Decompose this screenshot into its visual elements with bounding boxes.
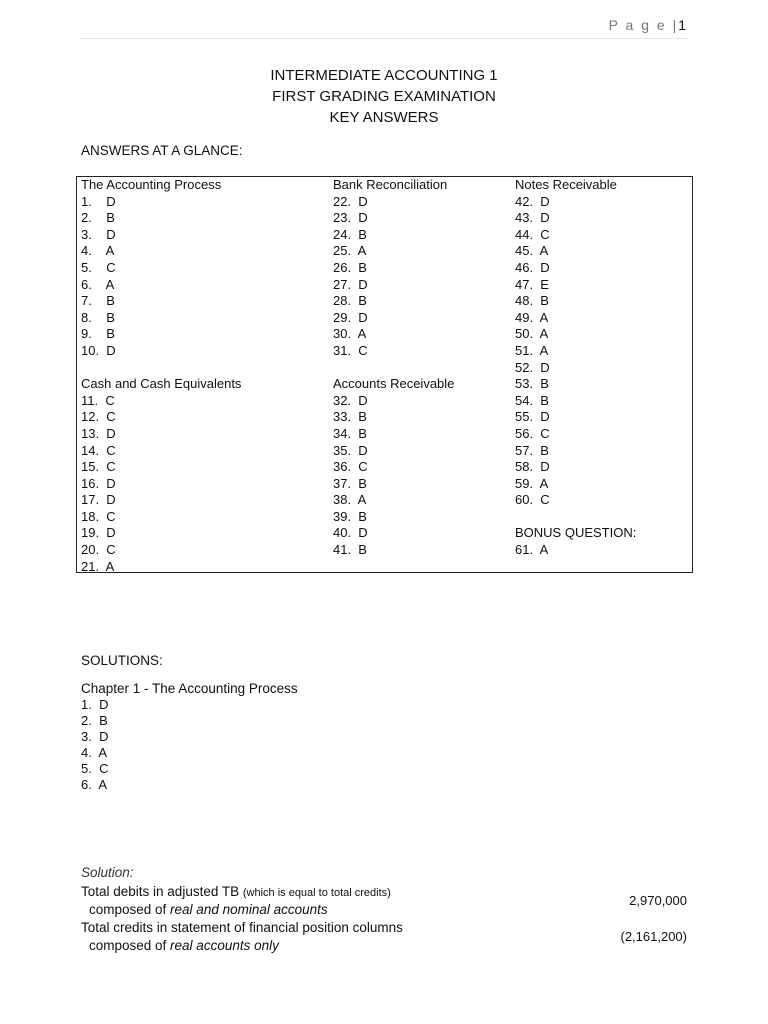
solution-line-4 bbox=[89, 938, 279, 953]
answer-list-notes-receivable bbox=[515, 194, 636, 509]
answer-item: 35. D bbox=[333, 442, 368, 458]
answer-item: 7. B bbox=[81, 293, 115, 309]
answer-item: 21. A bbox=[81, 558, 115, 574]
answer-item: 14. C bbox=[81, 442, 116, 458]
answer-item: 42. D bbox=[515, 193, 550, 209]
answer-item: 12. C bbox=[81, 409, 116, 425]
answer-key-box bbox=[76, 176, 693, 573]
answer-item: 41. B bbox=[333, 542, 367, 558]
answer-item: 25. A bbox=[333, 243, 367, 259]
section-heading-notes-receivable: Notes Receivable bbox=[515, 177, 617, 192]
solution-line-2-prefix: composed of bbox=[89, 902, 171, 917]
answer-item: 57. B bbox=[515, 442, 549, 458]
answer-item: 15. C bbox=[81, 459, 116, 475]
answer-item: 54. B bbox=[515, 392, 549, 408]
solution-line-1 bbox=[81, 884, 391, 899]
solution-line-1-text: Total debits in adjusted TB bbox=[81, 884, 243, 899]
solution-line-2-emphasis: real and nominal accounts bbox=[170, 902, 328, 917]
answer-item: 17. D bbox=[81, 492, 116, 508]
page-label: P a g e | bbox=[608, 17, 679, 33]
answer-item: 4. A bbox=[81, 243, 115, 259]
chapter-1-answer-list bbox=[81, 697, 298, 793]
answer-item: 5. C bbox=[81, 259, 116, 275]
answer-item: 60. C bbox=[515, 492, 550, 508]
answer-list-accounts-receivable bbox=[333, 393, 454, 559]
answer-item: 59. A bbox=[515, 475, 549, 491]
answer-item: 38. A bbox=[333, 492, 367, 508]
chapter-answer-item: 4. A bbox=[81, 745, 108, 760]
chapter-answer-item: 2. B bbox=[81, 713, 108, 728]
chapter-answer-item: 3. D bbox=[81, 729, 109, 744]
answer-item: 1. D bbox=[81, 193, 116, 209]
answer-item: 51. A bbox=[515, 342, 549, 358]
answer-item: 49. A bbox=[515, 309, 549, 325]
answer-item: 19. D bbox=[81, 525, 116, 541]
answer-item: 23. D bbox=[333, 210, 368, 226]
answer-column-3 bbox=[515, 177, 636, 559]
answer-item: 3. D bbox=[81, 226, 116, 242]
answer-item: 48. B bbox=[515, 293, 549, 309]
answer-item: 8. B bbox=[81, 309, 115, 325]
answer-list-bank-recon bbox=[333, 194, 454, 360]
chapter-answer-item: 6. A bbox=[81, 777, 108, 792]
section-heading-accounts-receivable: Accounts Receivable bbox=[333, 376, 455, 392]
answer-item: 31. C bbox=[333, 342, 368, 358]
answer-item: 30. A bbox=[333, 326, 367, 342]
solution-line-4-prefix: composed of bbox=[89, 938, 171, 953]
solution-line-3: Total credits in statement of financial position columns bbox=[81, 920, 403, 935]
answer-item: 55. D bbox=[515, 409, 550, 425]
answer-list-cash bbox=[81, 393, 241, 576]
page-number: 1 bbox=[678, 17, 686, 33]
answer-item: 39. B bbox=[333, 508, 367, 524]
answer-item: 24. B bbox=[333, 226, 367, 242]
answer-item: 50. A bbox=[515, 326, 549, 342]
answer-item: 22. D bbox=[333, 193, 368, 209]
answer-item: 26. B bbox=[333, 259, 367, 275]
answer-item: 45. A bbox=[515, 243, 549, 259]
section-heading-cash: Cash and Cash Equivalents bbox=[81, 376, 242, 392]
title-line-2: FIRST GRADING EXAMINATION bbox=[272, 88, 496, 105]
answer-item: 47. E bbox=[515, 276, 549, 292]
answer-item: 9. B bbox=[81, 326, 115, 342]
answer-item: 11. C bbox=[81, 392, 115, 408]
chapter-1-answers bbox=[81, 681, 298, 793]
title-line-3: KEY ANSWERS bbox=[329, 109, 439, 126]
answer-item: 58. D bbox=[515, 459, 550, 475]
answer-item: 10. D bbox=[81, 342, 116, 358]
answer-item: 44. C bbox=[515, 226, 550, 242]
answer-item: 29. D bbox=[333, 309, 368, 325]
chapter-answer-item: 5. C bbox=[81, 761, 109, 776]
answer-list-accounting-process bbox=[81, 194, 241, 360]
answer-item: 28. B bbox=[333, 293, 367, 309]
answer-item: 34. B bbox=[333, 425, 367, 441]
section-heading-bonus: BONUS QUESTION: bbox=[515, 525, 637, 541]
answer-item: 36. C bbox=[333, 459, 368, 475]
answer-column-2 bbox=[333, 177, 454, 559]
answer-item: 6. A bbox=[81, 276, 115, 292]
header-divider bbox=[80, 38, 688, 39]
page-number-label bbox=[609, 17, 686, 33]
answer-item: 37. B bbox=[333, 475, 367, 491]
solution-line-4-emphasis: real accounts only bbox=[170, 938, 279, 953]
answer-item: 43. D bbox=[515, 210, 550, 226]
bonus-answer: 61. A bbox=[515, 542, 549, 558]
answer-item: 27. D bbox=[333, 276, 368, 292]
glance-heading: ANSWERS AT A GLANCE: bbox=[81, 143, 243, 158]
section-heading-bank-recon: Bank Reconciliation bbox=[333, 177, 448, 192]
answer-item: 18. C bbox=[81, 508, 116, 524]
answer-item: 53. B bbox=[515, 376, 549, 392]
answer-item: 2. B bbox=[81, 210, 115, 226]
chapter-title: Chapter 1 - The Accounting Process bbox=[81, 681, 298, 696]
chapter-answer-item: 1. D bbox=[81, 697, 109, 712]
title-line-1: INTERMEDIATE ACCOUNTING 1 bbox=[270, 67, 498, 84]
solutions-heading: SOLUTIONS: bbox=[81, 653, 163, 668]
answer-item: 46. D bbox=[515, 259, 550, 275]
solution-value-1: 2,970,000 bbox=[629, 893, 687, 908]
solution-line-2 bbox=[89, 902, 328, 917]
answer-item: 32. D bbox=[333, 392, 368, 408]
answer-column-1 bbox=[81, 177, 241, 575]
section-heading-accounting-process: The Accounting Process bbox=[81, 177, 222, 192]
answer-item: 52. D bbox=[515, 359, 550, 375]
solution-value-2: (2,161,200) bbox=[620, 929, 687, 944]
answer-item: 13. D bbox=[81, 425, 116, 441]
document-title bbox=[0, 65, 768, 128]
answer-item: 40. D bbox=[333, 525, 368, 541]
solution-label: Solution: bbox=[81, 865, 134, 880]
solution-line-1-note: (which is equal to total credits) bbox=[242, 887, 391, 899]
answer-item: 16. D bbox=[81, 475, 116, 491]
answer-item: 33. B bbox=[333, 409, 367, 425]
answer-item: 56. C bbox=[515, 425, 550, 441]
answer-item: 20. C bbox=[81, 542, 116, 558]
